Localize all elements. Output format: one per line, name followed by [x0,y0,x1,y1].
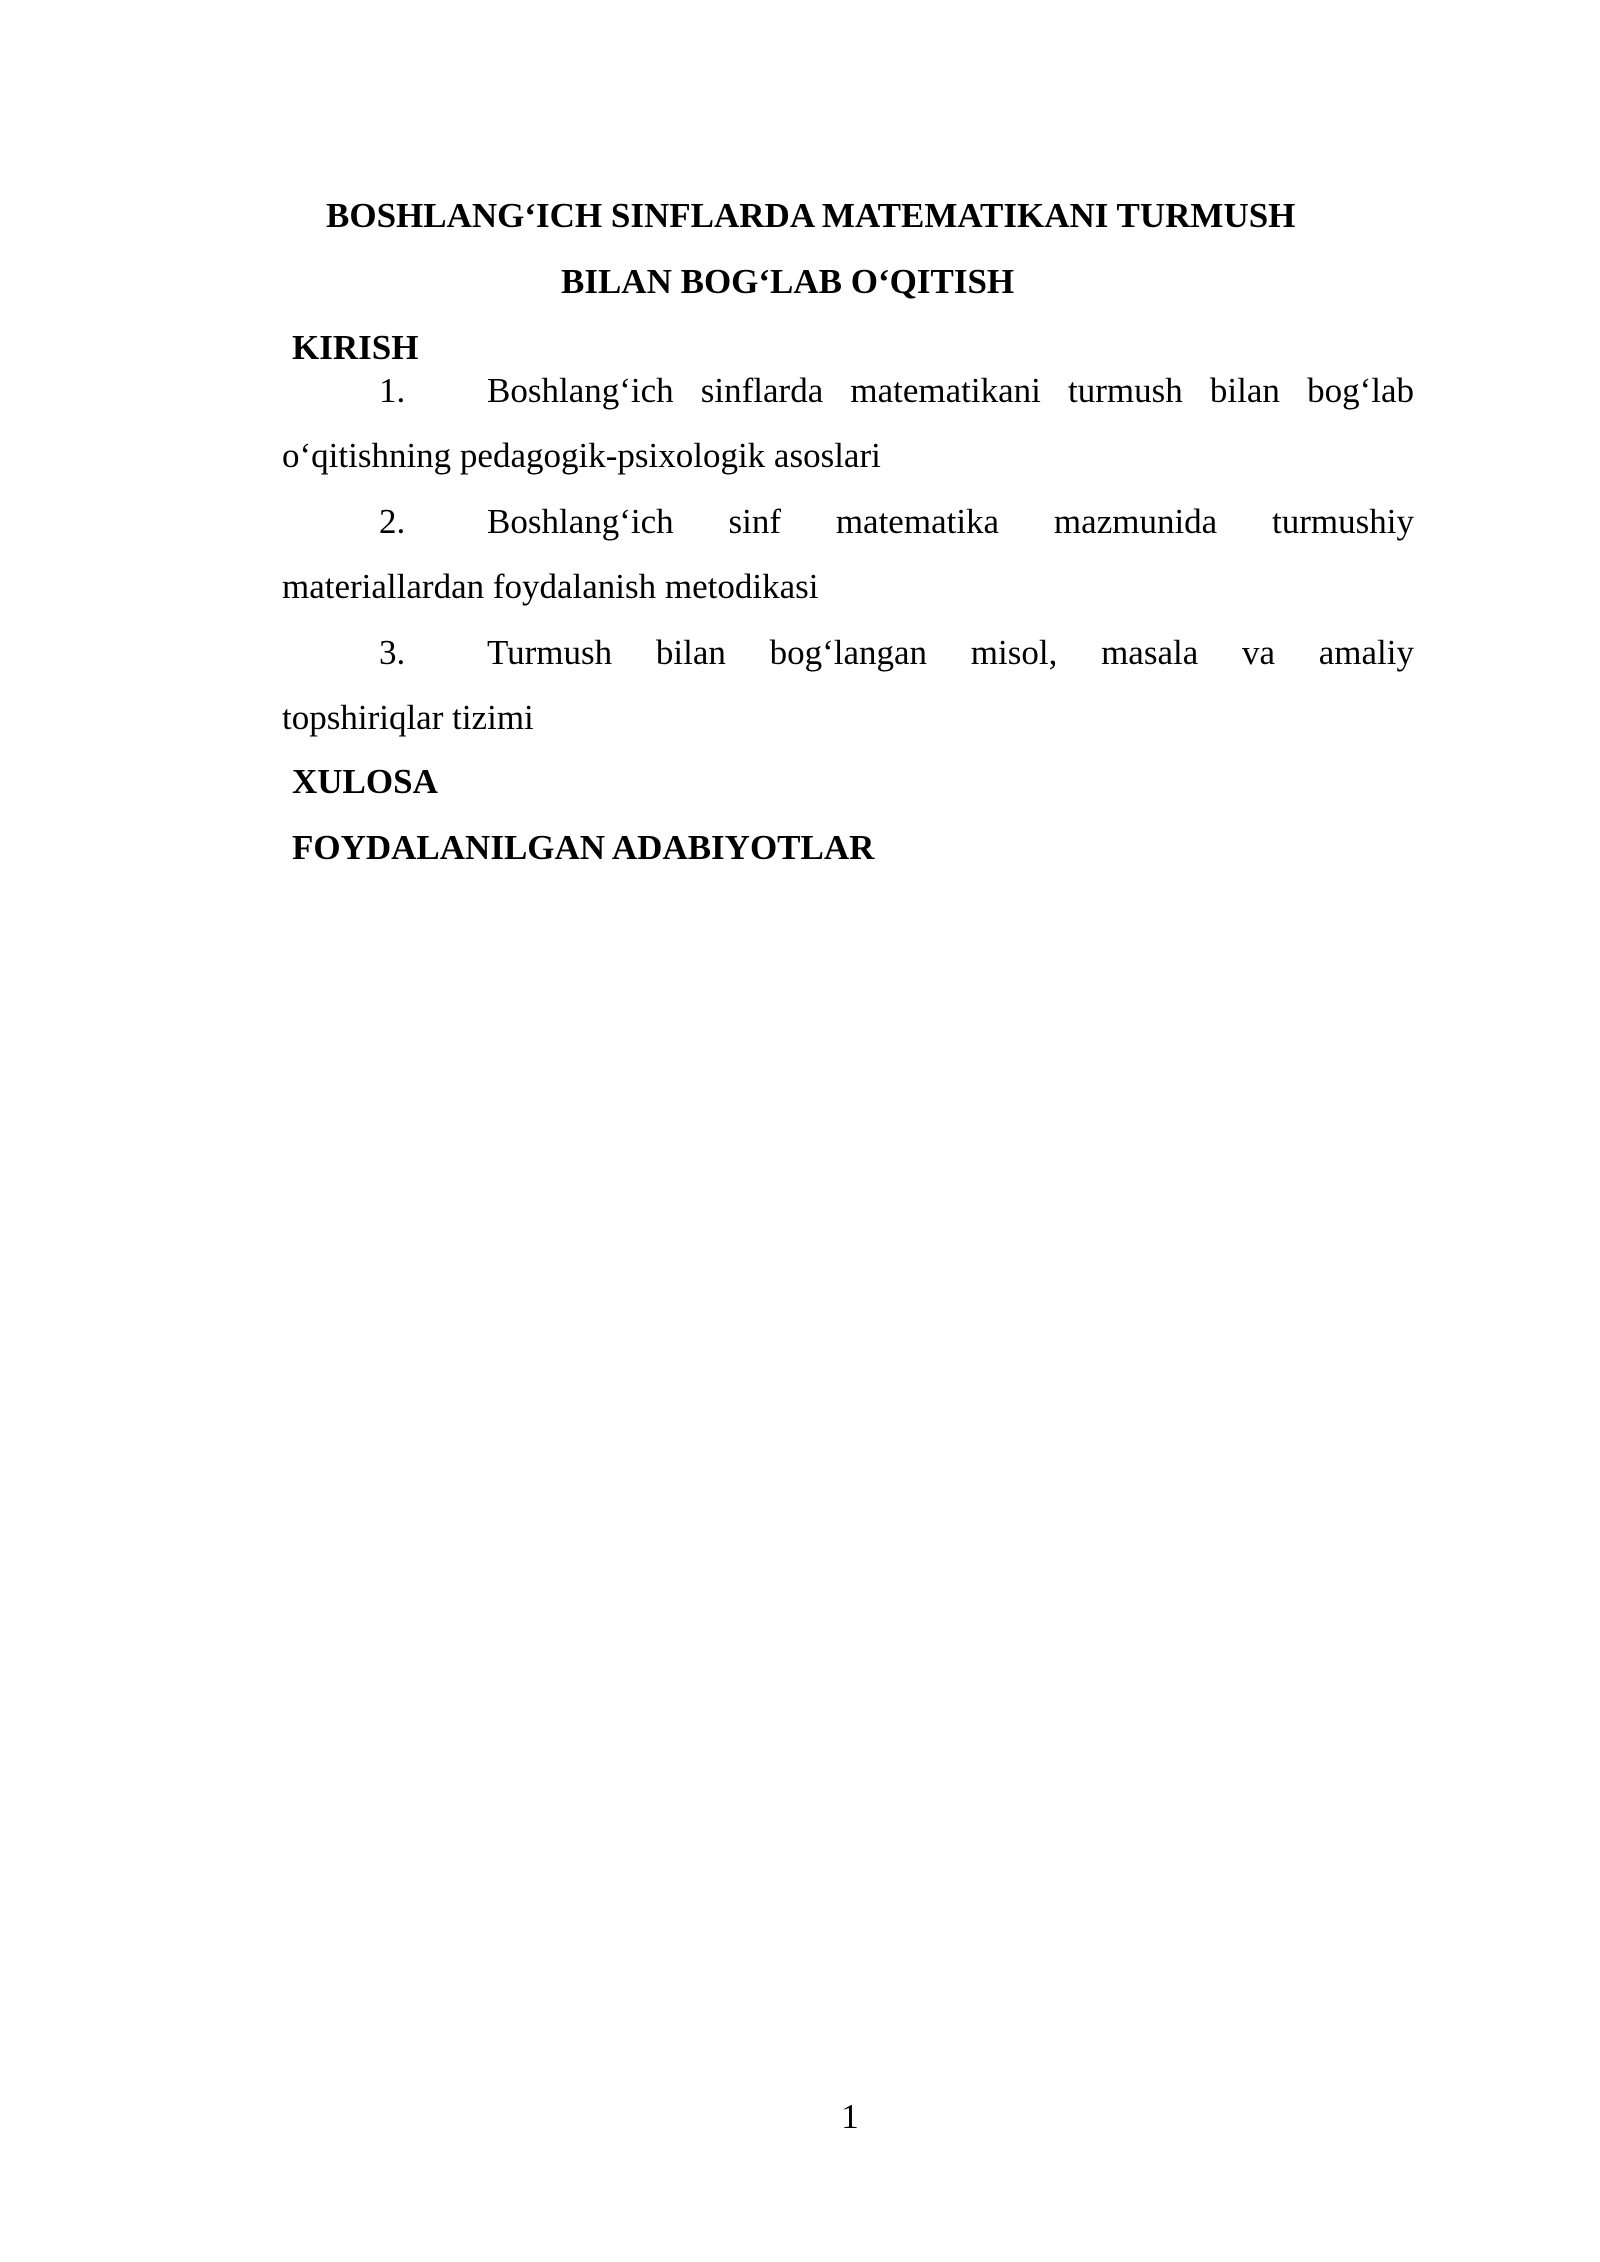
toc-item-1 [282,358,1414,488]
references-heading: FOYDALANILGAN ADABIYOTLAR [292,828,875,867]
toc-item-3-text: Turmush bilan bog‘langan misol, masala va amaliy [487,633,1414,672]
document-title-line-2: BILAN BOG‘LAB O‘QITISH [561,262,1015,301]
toc-item-3-continuation: topshiriqlar tizimi [282,698,534,737]
toc-item-2-first-line [282,489,1414,554]
toc-item-1-number: 1. [379,371,406,410]
document-title-line-1: BOSHLANG‘ICH SINFLARDA MATEMATIKANI TURMUSH [326,196,1296,235]
conclusion-heading: XULOSA [292,762,438,801]
toc-item-3-number: 3. [379,633,406,672]
page-number: 1 [841,2097,859,2136]
toc-item-3 [282,620,1414,750]
toc-item-1-continuation: o‘qitishning pedagogik-psixologik asoslari [282,436,881,475]
toc-item-1-first-line [282,358,1414,423]
toc-item-3-first-line [282,620,1414,685]
toc-item-2-number: 2. [379,502,406,541]
toc-item-2-continuation: materiallardan foydalanish metodikasi [282,567,819,606]
toc-item-1-text: Boshlang‘ich sinflarda matematikani turmush bilan bog‘lab [487,371,1414,410]
intro-heading: KIRISH [292,328,419,367]
toc-item-2-text: Boshlang‘ich sinf matematika mazmunida turmushiy [487,502,1414,541]
toc-item-2 [282,489,1414,619]
